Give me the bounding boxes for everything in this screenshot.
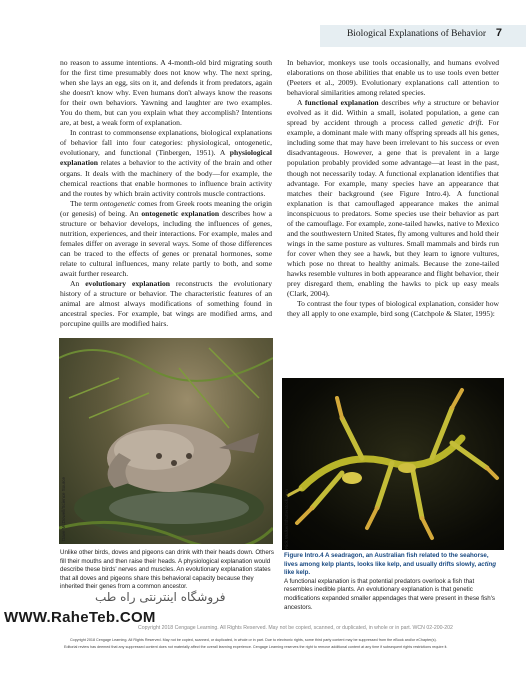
page-number: 7 xyxy=(495,27,502,39)
watermark-url: WWW.RaheTeb.COM xyxy=(4,609,156,626)
legal-notice: Copyright 2018 Cengage Learning. All Rights Reserved. May not be copied, scanned, or duplicated, in whole or in part. Due to electronic rights, some third party content may be suppressed from the eBook and/or eChapter(s). xyxy=(70,638,437,642)
figure-label: Figure Intro.4 xyxy=(284,552,324,559)
key-term: ontogenetic explanation xyxy=(141,208,220,218)
paragraph: To contrast the four types of biological explanation, consider how they all apply to one example, bird song (Catchpole & Slater, 1995): xyxy=(287,299,499,319)
figure-caption: Figure Intro.4 A seadragon, an Australian fish related to the seahorse, lives among kelp plants, looks like kelp, and usually drifts slowly, acting like kelp. A functional explanation is that potential predators overlook a fish that resembles inedible plants. An evolutionary explanation is that genetic modifications expanded smaller appendages that were present in these fish's ancestors. xyxy=(284,552,497,611)
figure-caption: Unlike other birds, doves and pigeons can drink with their heads down. Others fill their mouths and then raise their heads. A physiological explanation would describe these birds' nerves and muscles. An evolutionary explanation states that all doves and pigeons share this behavioral capacity because they inherited their genes from a common ancestor. xyxy=(60,549,274,591)
left-text-column xyxy=(60,58,272,329)
running-header-title: Biological Explanations of Behavior xyxy=(346,29,486,39)
key-term: evolutionary explanation xyxy=(85,279,170,289)
paragraph: In contrast to commonsense explanations, biological explanations of behavior fall into four categories: physiological, ontogenetic, evolutionary, and functional (Tinbergen, 1951). A physiological explanation relates a behavior to the activity of the brain and other organs. It deals with the machinery of the body—for example, the chemical reactions that enable hormones to influence brain activity and the routes by which brain activity controls muscle contractions. xyxy=(60,128,272,198)
paragraph: no reason to assume intentions. A 4-month-old bird migrating south for the first time presumably does not know why. The next spring, when she lays an egg, sits on it, and defends it from predators, again she doesn't know why. Even humans don't always know the reasons for their own behaviors. Yawning and laughter are two examples. You do them, but can you explain what they accomplish? Intentions are, at best, a weak form of explanation. xyxy=(60,58,272,128)
copyright-line: Copyright 2018 Cengage Learning. All Rights Reserved. May not be copied, scanned, or duplicated, in whole or in part. WCN 02-200-202 xyxy=(138,625,453,631)
paragraph: In behavior, monkeys use tools occasionally, and humans evolved elaborations on those abilities that enable us to use tools even better (Peeters et al., 2009). Evolutionary explanations call attention to behavioral similarities among related species. xyxy=(287,58,499,98)
paragraph: The term ontogenetic comes from Greek roots meaning the origin (or genesis) of being. An ontogenetic explanation describes how a structure or behavior develops, including the influences of genes, nutrition, experiences, and their interactions. For example, males and females differ on average in several ways. Some of those differences can be traced to the effects of genes or prenatal hormones, some relate to cultural influences, many relate partly to both, and some await further research. xyxy=(60,198,273,278)
photo-credit: Dave McDowell/Science Source xyxy=(61,476,66,541)
key-term: physiological explanation xyxy=(60,148,272,168)
paragraph: An evolutionary explanation reconstructs the evolutionary history of a structure or behavior. The characteristic features of an animal are almost always modifications of something found in ancestral species. For example, bat wings are modified arms, and porcupine quills are modified hairs. xyxy=(60,279,273,329)
photo-credit: Rick Walker/Shutterstock.com xyxy=(284,489,289,549)
right-text-column xyxy=(287,58,499,319)
dove-drinking-photo xyxy=(59,338,273,544)
legal-notice: Editorial review has deemed that any suppressed content does not materially affect the overall learning experience. Cengage Learning reserves the right to remove additional content at any time if subsequent rights restrictions require it. xyxy=(64,645,448,649)
paragraph: A functional explanation describes why a structure or behavior evolved as it did. Within a small, isolated population, a gene can spread by accident through a process called genetic drift. For example, a dominant male with many offspring spreads all his genes, including some that may have been irrelevant to his success or even disadvantageous. However, a gene that is prevalent in a large population probably provided some advantage—at least in the past, though not necessarily today. A functional explanation identifies that advantage. For example, many species have an appearance that matches their background (see Figure Intro.4). A functional explanation is that camouflaged appearance makes the animal inconspicuous to predators. Some species use their behavior as part of the camouflage. For example, zone-tailed hawks, native to Mexico and the southwestern United States, fly among vultures and hold their wings in the same posture as vultures. Small mammals and birds run for cover when they see a hawk, but they learn to ignore vultures, which pose no threat to healthy animals. Because the zone-tailed hawks resemble vultures in both appearance and flight behavior, their prey disregard them, enabling the hawks to pick up easy meals (Clark, 2004). xyxy=(287,98,499,299)
watermark-persian: فروشگاه اینترنتی راه طب xyxy=(95,590,226,604)
seadragon-photo xyxy=(282,378,504,550)
key-term: functional explanation xyxy=(304,98,379,108)
